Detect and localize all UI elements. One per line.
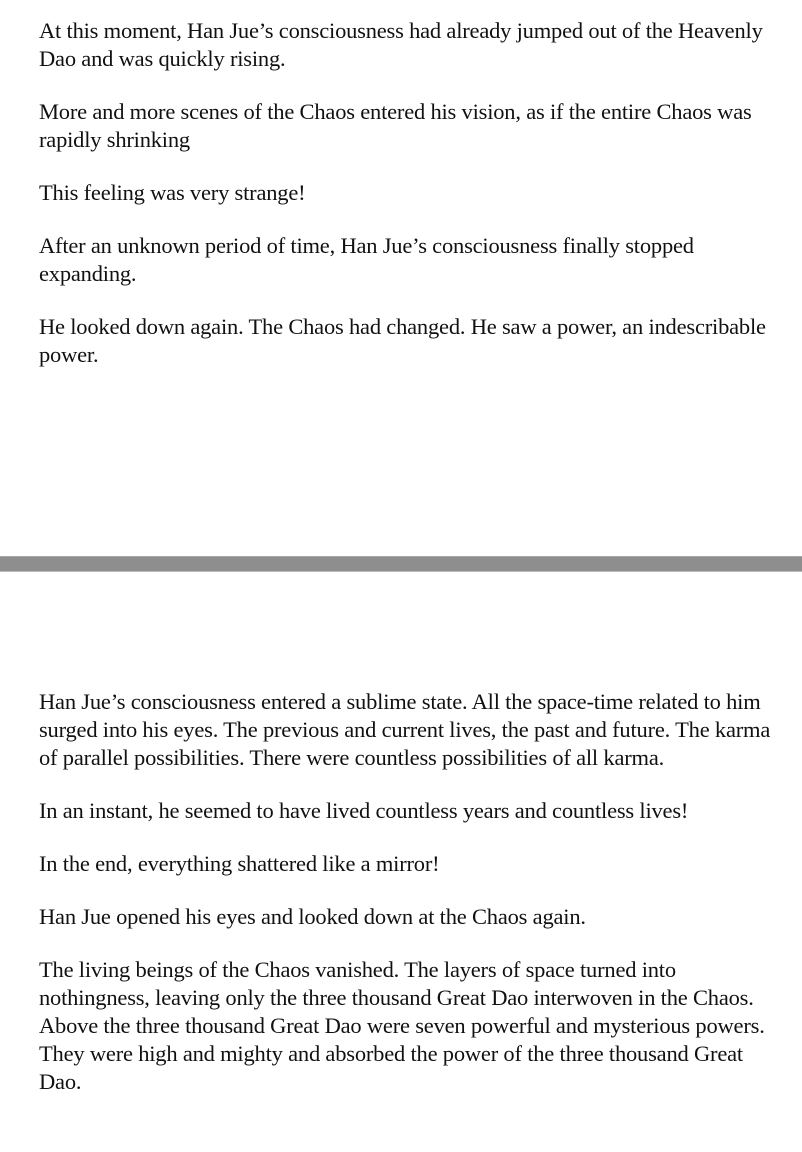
paragraph: In an instant, he seemed to have lived countless years and countless lives! bbox=[39, 798, 689, 823]
page-divider bbox=[0, 556, 802, 572]
paragraph: In the end, everything shattered like a mirror! bbox=[39, 851, 440, 876]
document-page-1 bbox=[0, 0, 802, 556]
paragraph: More and more scenes of the Chaos entered his vision, as if the entire Chaos was rapidly shrinking bbox=[39, 99, 752, 152]
paragraph: At this moment, Han Jue’s consciousness had already jumped out of the Heavenly Dao and was quickly rising. bbox=[39, 18, 763, 71]
paragraph: Han Jue opened his eyes and looked down at the Chaos again. bbox=[39, 904, 586, 929]
paragraph: After an unknown period of time, Han Jue’s consciousness finally stopped expanding. bbox=[39, 233, 694, 286]
paragraph: The living beings of the Chaos vanished. The layers of space turned into nothingness, leaving only the three thousand Great Dao interwoven in the Chaos. Above the three thousand Great Dao were seven powerful and mysterious powers. They were high and mighty and absorbed the power of the three thousand Great Dao. bbox=[39, 957, 765, 1094]
document-page-2 bbox=[0, 572, 802, 1152]
paragraph: He looked down again. The Chaos had changed. He saw a power, an indescribable power. bbox=[39, 314, 766, 367]
paragraph: Han Jue’s consciousness entered a sublime state. All the space-time related to him surged into his eyes. The previous and current lives, the past and future. The karma of parallel possibilities. There were countless possibilities of all karma. bbox=[39, 689, 771, 770]
paragraph: This feeling was very strange! bbox=[39, 180, 306, 205]
